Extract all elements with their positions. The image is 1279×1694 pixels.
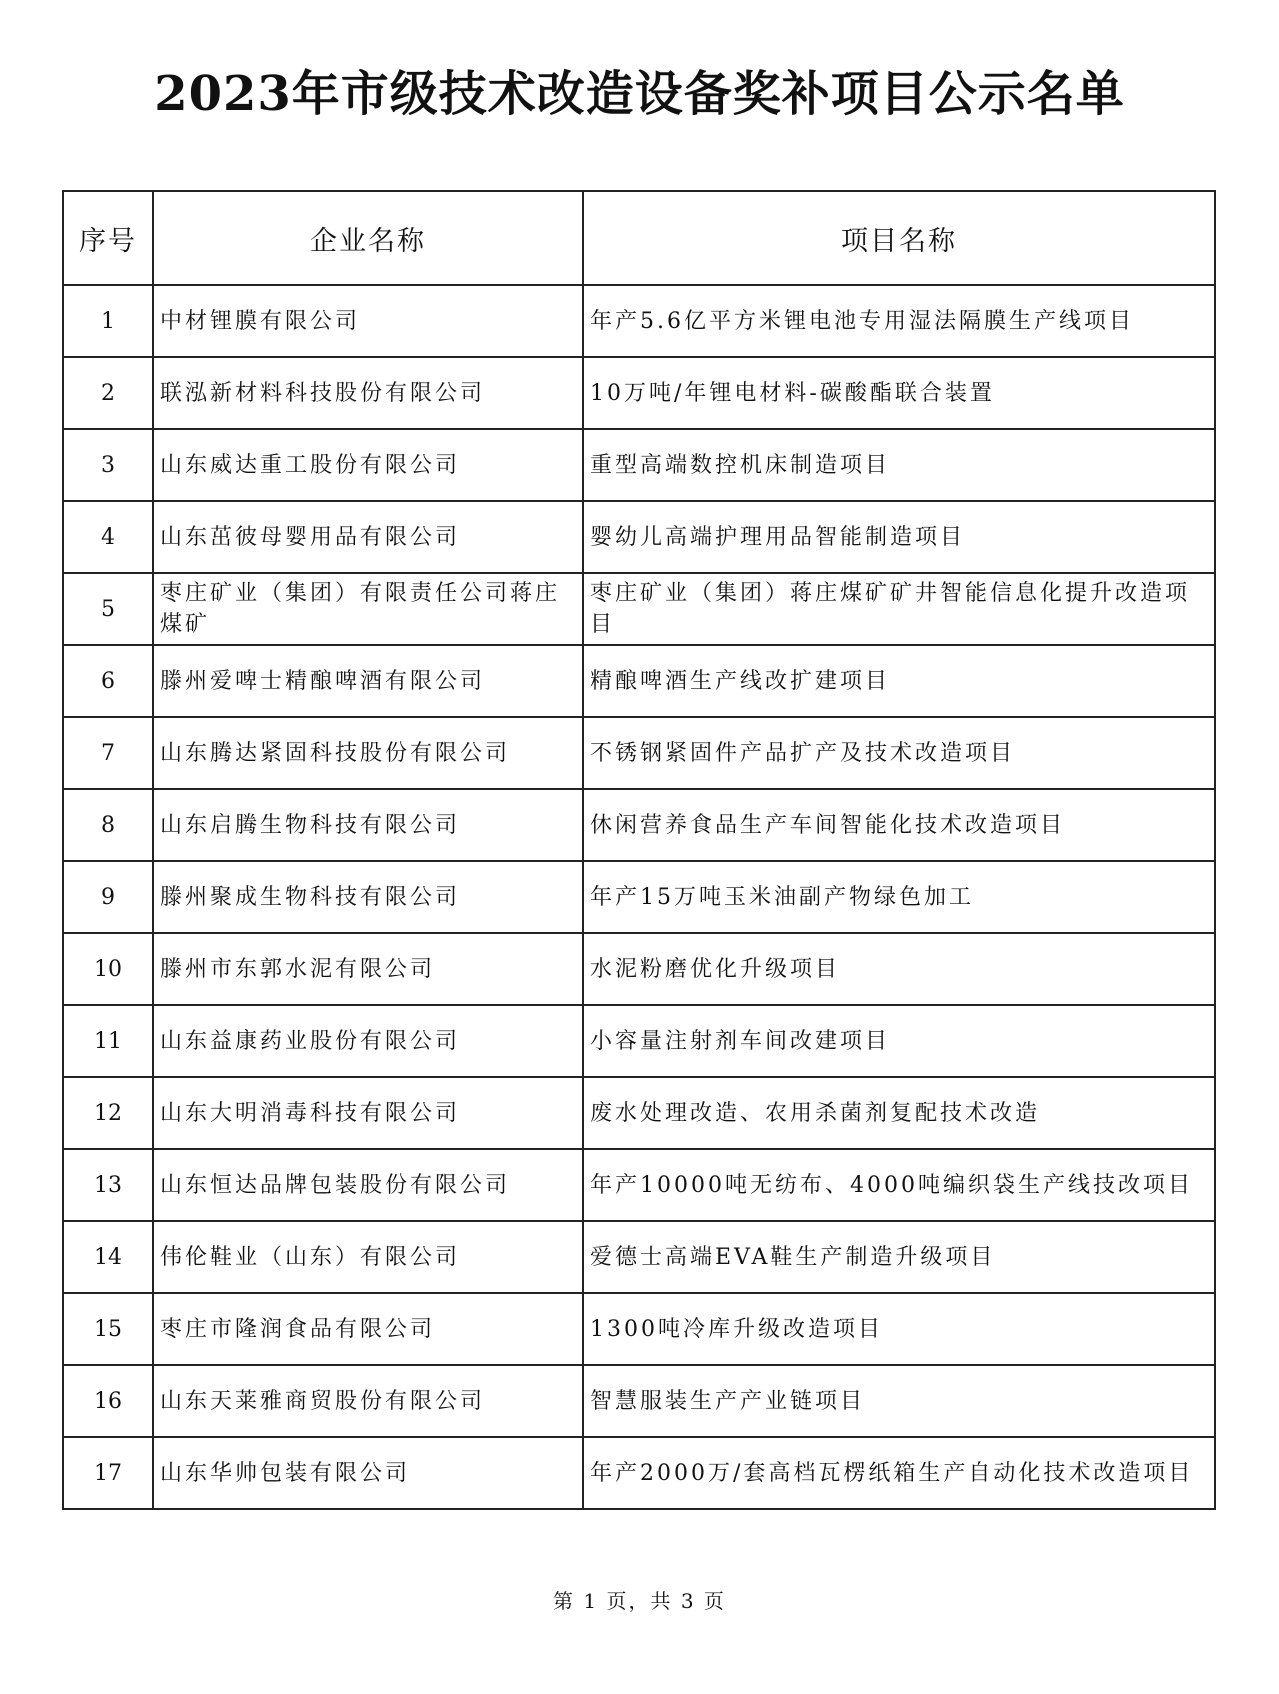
row-number: 6 <box>63 645 153 717</box>
company-name: 山东益康药业股份有限公司 <box>153 1005 583 1077</box>
project-name: 年产10000吨无纺布、4000吨编织袋生产线技改项目 <box>583 1149 1215 1221</box>
company-name: 枣庄矿业（集团）有限责任公司蒋庄煤矿 <box>153 573 583 645</box>
row-number: 4 <box>63 501 153 573</box>
project-table <box>62 190 1216 1510</box>
table-header-row <box>63 191 1215 285</box>
project-name: 精酿啤酒生产线改扩建项目 <box>583 645 1215 717</box>
row-number: 15 <box>63 1293 153 1365</box>
table-row <box>63 357 1215 429</box>
project-name: 重型高端数控机床制造项目 <box>583 429 1215 501</box>
row-number: 12 <box>63 1077 153 1149</box>
row-number: 2 <box>63 357 153 429</box>
project-name: 年产2000万/套高档瓦楞纸箱生产自动化技术改造项目 <box>583 1437 1215 1509</box>
project-name: 水泥粉磨优化升级项目 <box>583 933 1215 1005</box>
header-company-name: 企业名称 <box>153 191 583 285</box>
company-name: 中材锂膜有限公司 <box>153 285 583 357</box>
table-row <box>63 1365 1215 1437</box>
table-row <box>63 573 1215 645</box>
row-number: 3 <box>63 429 153 501</box>
row-number: 17 <box>63 1437 153 1509</box>
row-number: 1 <box>63 285 153 357</box>
project-name: 爱德士高端EVA鞋生产制造升级项目 <box>583 1221 1215 1293</box>
project-name: 10万吨/年锂电材料-碳酸酯联合装置 <box>583 357 1215 429</box>
project-name: 废水处理改造、农用杀菌剂复配技术改造 <box>583 1077 1215 1149</box>
company-name: 山东启腾生物科技有限公司 <box>153 789 583 861</box>
row-number: 9 <box>63 861 153 933</box>
company-name: 山东恒达品牌包装股份有限公司 <box>153 1149 583 1221</box>
table-row <box>63 789 1215 861</box>
project-name: 不锈钢紧固件产品扩产及技术改造项目 <box>583 717 1215 789</box>
table-row <box>63 1437 1215 1509</box>
header-serial-number: 序号 <box>63 191 153 285</box>
table-row <box>63 1077 1215 1149</box>
company-name: 伟伦鞋业（山东）有限公司 <box>153 1221 583 1293</box>
company-name: 山东华帅包装有限公司 <box>153 1437 583 1509</box>
table-row <box>63 1293 1215 1365</box>
company-name: 滕州爱啤士精酿啤酒有限公司 <box>153 645 583 717</box>
row-number: 7 <box>63 717 153 789</box>
company-name: 山东腾达紧固科技股份有限公司 <box>153 717 583 789</box>
row-number: 16 <box>63 1365 153 1437</box>
page-number-footer: 第 1 页，共 3 页 <box>553 1589 726 1613</box>
project-name: 智慧服装生产产业链项目 <box>583 1365 1215 1437</box>
project-name: 枣庄矿业（集团）蒋庄煤矿矿井智能信息化提升改造项目 <box>583 573 1215 645</box>
company-name: 山东天莱雅商贸股份有限公司 <box>153 1365 583 1437</box>
header-project-name: 项目名称 <box>583 191 1215 285</box>
project-name: 小容量注射剂车间改建项目 <box>583 1005 1215 1077</box>
table-row <box>63 1221 1215 1293</box>
table-row <box>63 501 1215 573</box>
row-number: 8 <box>63 789 153 861</box>
table-row <box>63 429 1215 501</box>
project-name: 年产5.6亿平方米锂电池专用湿法隔膜生产线项目 <box>583 285 1215 357</box>
row-number: 14 <box>63 1221 153 1293</box>
company-name: 山东威达重工股份有限公司 <box>153 429 583 501</box>
company-name: 山东大明消毒科技有限公司 <box>153 1077 583 1149</box>
company-name: 滕州市东郭水泥有限公司 <box>153 933 583 1005</box>
table-row <box>63 1149 1215 1221</box>
project-name: 休闲营养食品生产车间智能化技术改造项目 <box>583 789 1215 861</box>
table-row <box>63 717 1215 789</box>
row-number: 10 <box>63 933 153 1005</box>
company-name: 枣庄市隆润食品有限公司 <box>153 1293 583 1365</box>
table-row <box>63 933 1215 1005</box>
company-name: 滕州聚成生物科技有限公司 <box>153 861 583 933</box>
page-title: 2023年市级技术改造设备奖补项目公示名单 <box>154 66 1125 122</box>
row-number: 11 <box>63 1005 153 1077</box>
table-row <box>63 645 1215 717</box>
project-name: 年产15万吨玉米油副产物绿色加工 <box>583 861 1215 933</box>
table-row <box>63 1005 1215 1077</box>
project-name: 婴幼儿高端护理用品智能制造项目 <box>583 501 1215 573</box>
company-name: 山东茁彼母婴用品有限公司 <box>153 501 583 573</box>
table-row <box>63 861 1215 933</box>
row-number: 13 <box>63 1149 153 1221</box>
table-row <box>63 285 1215 357</box>
project-name: 1300吨冷库升级改造项目 <box>583 1293 1215 1365</box>
row-number: 5 <box>63 573 153 645</box>
company-name: 联泓新材料科技股份有限公司 <box>153 357 583 429</box>
